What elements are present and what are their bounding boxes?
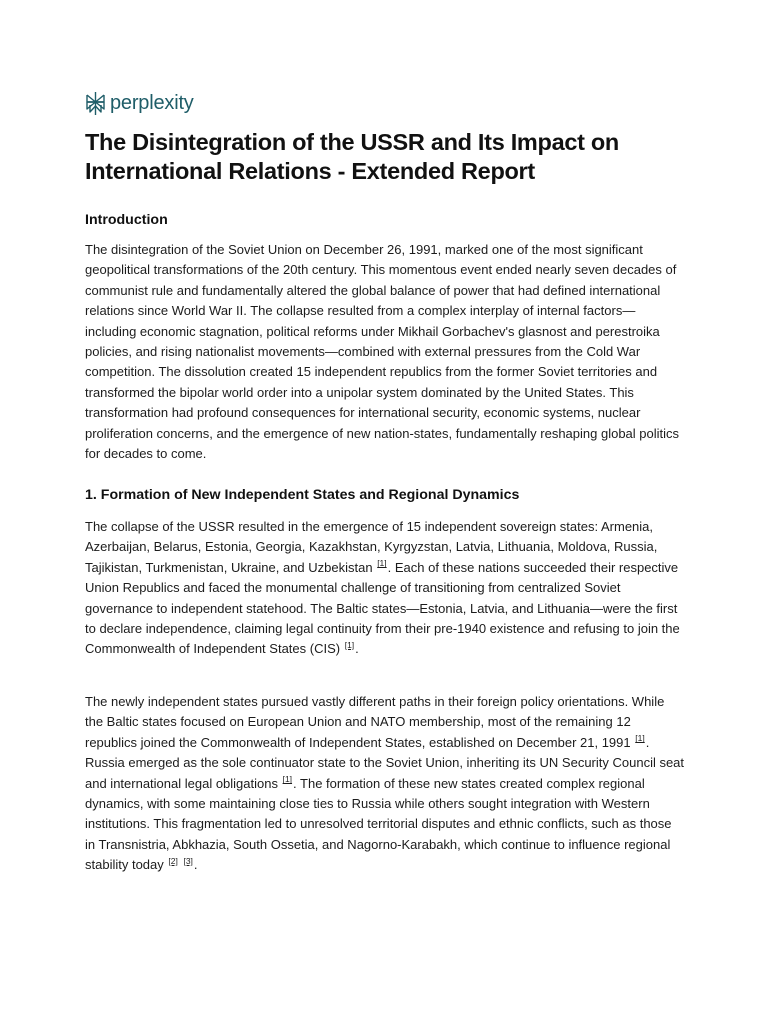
brand-logo[interactable]	[85, 90, 194, 116]
citation-link[interactable]: [1]	[377, 558, 387, 569]
paragraph-text: . Russia emerged as the sole continuator state to the Soviet Union, inheriting its UN Security Council seat and international legal obligations	[85, 734, 685, 791]
document-title: The Disintegration of the USSR and Its Impact on International Relations - Extended Report	[85, 129, 619, 184]
section-1-heading: 1. Formation of New Independent States and Regional Dynamics	[85, 487, 520, 503]
introduction-heading: Introduction	[85, 212, 168, 228]
section-1-paragraph-1	[85, 517, 685, 660]
paragraph-text: . The formation of these new states created complex regional dynamics, with some maintaining close ties to Russia while others sought integration with Western institutions. This fragmentation led to unresolved territorial disputes and ethnic conflicts, such as those in Transnistria, Abkhazia, South Ossetia, and Nagorno-Karabakh, which continue to influence regional stability today	[85, 775, 672, 873]
paragraph-text: .	[355, 641, 359, 657]
citation-link[interactable]: [3]	[183, 855, 193, 866]
citation-link[interactable]: [1]	[282, 774, 293, 785]
introduction-paragraph: The disintegration of the Soviet Union on December 26, 1991, marked one of the most significant geopolitical transformations of the 20th century. This momentous event ended nearly seven decades of communist rule and fundamentally altered the global balance of power that had defined international relations since World War II. The collapse resulted from a complex interplay of internal factors—including economic stagnation, political reforms under Mikhail Gorbachev's glasnost and perestroika policies, and rising nationalist movements—combined with external pressures from the Cold War competition. The dissolution created 15 independent republics from the former Soviet territories and transformed the bipolar world order into a unipolar system dominated by the United States. This transformation had profound consequences for international security, economic systems, nuclear proliferation concerns, and the emergence of new nation-states, fundamentally reshaping global politics for decades to come.	[85, 242, 680, 462]
paragraph-text: .	[193, 857, 198, 873]
perplexity-logo-icon	[85, 91, 106, 116]
paragraph-text: . Each of these nations succeeded their respective Union Republics and faced the monumental challenge of transitioning from centralized Soviet governance to independent statehood. The Baltic states—Estonia, Latvia, and Lithuania—were the first to declare independence, claiming legal continuity from their pre-1940 existence and refusing to join the Commonwealth of Independent States (CIS)	[85, 559, 680, 657]
section-1-paragraph-2	[85, 692, 685, 876]
paragraph-text: The newly independent states pursued vastly different paths in their foreign policy orientations. While the Baltic states focused on European Union and NATO membership, most of the remaining 12 republics joined the Commonwealth of Independent States, established on December 21, 1991	[85, 694, 665, 750]
citation-link[interactable]: [2]	[168, 855, 178, 866]
brand-wordmark: perplexity	[110, 91, 194, 114]
citation-link[interactable]: [1]	[344, 640, 355, 651]
citation-link[interactable]: [1]	[635, 733, 645, 744]
paragraph-text: The collapse of the USSR resulted in the emergence of 15 independent sovereign states: Armenia, Azerbaijan, Belarus, Estonia, Georgia, Kazakhstan, Kyrgyzstan, Latvia, Lithuania, Moldova, Russia, Tajikistan, Turkmenistan, Ukraine, and Uzbekistan	[85, 519, 658, 575]
